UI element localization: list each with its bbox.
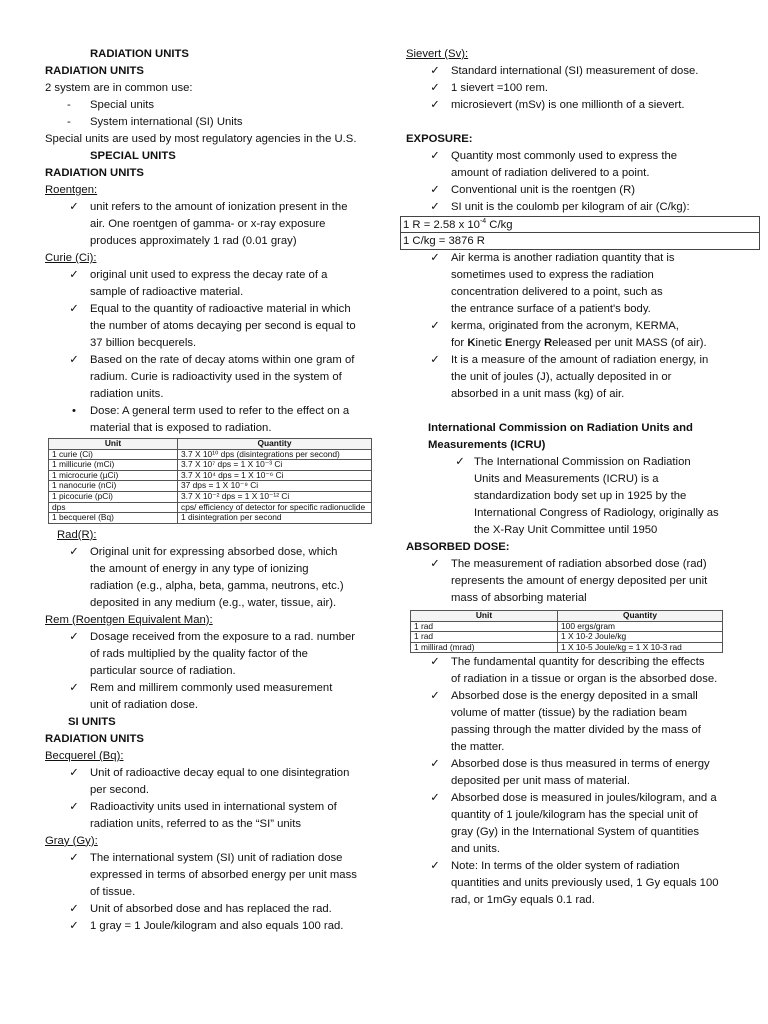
- check-icon: ✓: [69, 630, 79, 643]
- rem-item: ✓ Dosage received from the exposure to a rad. number of rads multiplied by the quality factor of the particular source of radiation.: [45, 629, 375, 680]
- roentgen-item: ✓ unit refers to the amount of ionization present in the air. One roentgen of gamma- or x-ray exposure produces approximately 1 rad (0.01 gray): [45, 199, 375, 250]
- exposure-item: ✓ It is a measure of the amount of radiation energy, in the unit of joules (J), actually deposited in or absorbed in a unit mass (kg) of air.: [406, 352, 768, 403]
- check-icon: ✓: [455, 456, 465, 468]
- dose-item: • Dose: A general term used to refer to the effect on a material that is exposed to radiation.: [45, 403, 375, 437]
- check-icon: ✓: [69, 851, 79, 864]
- check-icon: ✓: [430, 65, 440, 77]
- left-column: [45, 46, 375, 935]
- check-icon: ✓: [430, 792, 440, 805]
- exposure-title: EXPOSURE:: [406, 133, 473, 145]
- check-icon: ✓: [69, 902, 79, 915]
- exposure-item: ✓ Air kerma is another radiation quantity that is sometimes used to express the radiation concentration delivered to a point, such as the entrance surface of a patient's body.: [406, 250, 768, 318]
- sievert-item: ✓ 1 sievert =100 rem.: [406, 80, 768, 97]
- curie-item: ✓ Equal to the quantity of radioactive material in which the number of atoms decaying per second is equal to 37 billion becquerels.: [45, 301, 375, 352]
- right-column: [403, 46, 768, 909]
- check-icon: ✓: [430, 150, 440, 162]
- absorbed-dose-title: ABSORBED DOSE:: [406, 541, 510, 553]
- check-icon: ✓: [69, 545, 79, 558]
- table-header: Quantity: [178, 439, 372, 450]
- conversion-box: 1 R = 2.58 x $10^{-4}$ C/kg: [400, 216, 760, 233]
- absorbed-dose-table: [410, 610, 723, 653]
- heading-radiation-units: RADIATION UNITS: [90, 48, 189, 60]
- curie-item: ✓ Based on the rate of decay atoms within one gram of radium. Curie is radioactivity used in the system of radiation units.: [45, 352, 375, 403]
- heading-special-units: SPECIAL UNITS: [90, 150, 176, 162]
- absorbed-item: ✓ Absorbed dose is measured in joules/kilogram, and a quantity of 1 joule/kilogram has the special unit of gray (Gy) in the International System of quantities and units.: [406, 790, 768, 858]
- table-row: 1 nanocurie (nCi) 37 dps = 1 X 10⁻⁹ Ci: [49, 481, 372, 492]
- table-row: 1 rad 100 ergs/gram: [411, 621, 723, 632]
- heading-si-units: SI UNITS: [68, 715, 116, 728]
- check-icon: ✓: [430, 690, 440, 703]
- heading-radiation-units-4: RADIATION UNITS: [45, 732, 144, 745]
- icru-title: International Commission on Radiation Units and: [428, 422, 693, 434]
- check-icon: ✓: [69, 201, 79, 213]
- check-icon: ✓: [69, 303, 79, 315]
- system-item: - Special units: [45, 97, 375, 114]
- sievert-item: ✓ Standard international (SI) measurement of dose.: [406, 63, 768, 80]
- bullet-icon: •: [72, 405, 76, 417]
- special-note: Special units are used by most regulatory agencies in the U.S.: [45, 133, 357, 145]
- becquerel-item: ✓ Unit of radioactive decay equal to one disintegration per second.: [45, 765, 375, 799]
- check-icon: ✓: [430, 320, 440, 332]
- check-icon: ✓: [69, 766, 79, 779]
- kerma-item: ✓ kerma, originated from the acronym, KERMA, for Kinetic Energy Released per unit MASS (of air).: [406, 318, 768, 352]
- table-header: Unit: [411, 611, 558, 622]
- check-icon: ✓: [430, 252, 440, 264]
- table-row: 1 becquerel (Bq) 1 disintegration per second: [49, 513, 372, 524]
- roentgen-title: Roentgen:: [45, 184, 98, 196]
- rad-item: ✓ Original unit for expressing absorbed dose, which the amount of energy in any type of ionizing radiation (e.g., alpha, beta, gamma, neutrons, etc.) deposited in any medium (e.g., water, tissue, air).: [45, 544, 375, 612]
- exposure-item: ✓ Conventional unit is the roentgen (R): [406, 182, 768, 199]
- table-header-row: [411, 611, 723, 622]
- conversion-box: 1 C/kg = 3876 R: [400, 233, 760, 250]
- check-icon: ✓: [430, 656, 440, 669]
- check-icon: ✓: [69, 269, 79, 281]
- gray-title: Gray (Gy):: [45, 834, 98, 847]
- check-icon: ✓: [430, 758, 440, 771]
- sievert-item: ✓ microsievert (mSv) is one millionth of a sievert.: [406, 97, 768, 114]
- absorbed-item: ✓ Note: In terms of the older system of radiation quantities and units previously used, 1 Gy equals 100 rad, or 1mGy equals 0.1 rad.: [406, 858, 768, 909]
- heading-radiation-units-3: RADIATION UNITS: [45, 167, 144, 179]
- check-icon: ✓: [430, 184, 440, 196]
- absorbed-item: ✓ The measurement of radiation absorbed dose (rad) represents the amount of energy deposited per unit mass of absorbing material: [406, 556, 768, 607]
- rem-title: Rem (Roentgen Equivalent Man):: [45, 613, 213, 626]
- check-icon: ✓: [69, 681, 79, 694]
- check-icon: ✓: [430, 99, 440, 111]
- check-icon: ✓: [69, 800, 79, 813]
- exposure-item: ✓ Quantity most commonly used to express the amount of radiation delivered to a point.: [406, 148, 768, 182]
- table-row: 1 millicurie (mCi) 3.7 X 10⁷ dps = 1 X 10⁻³ Ci: [49, 460, 372, 471]
- check-icon: ✓: [430, 558, 440, 570]
- absorbed-item: ✓ The fundamental quantity for describing the effects of radiation in a tissue or organ is the absorbed dose.: [406, 654, 768, 688]
- dash-mark: -: [67, 99, 71, 111]
- curie-title: Curie (Ci):: [45, 252, 97, 264]
- intro-text: 2 system are in common use:: [45, 82, 193, 94]
- rad-title: Rad(R):: [57, 528, 97, 541]
- check-icon: ✓: [69, 354, 79, 366]
- table-row: 1 millirad (mrad) 1 X 10-5 Joule/kg = 1 X 10-3 rad: [411, 642, 723, 653]
- becquerel-item: ✓ Radioactivity units used in international system of radiation units, referred to as the “SI” units: [45, 799, 375, 833]
- check-icon: ✓: [430, 860, 440, 873]
- exposure-item: ✓ SI unit is the coulomb per kilogram of air (C/kg):: [406, 199, 768, 216]
- system-item: - System international (SI) Units: [45, 114, 375, 131]
- icru-item: ✓ The International Commission on Radiation Units and Measurements (ICRU) is a standardization body set up in 1925 by the International Congress of Radiology, originally as the X-Ray Unit Committee until 1950: [406, 454, 768, 539]
- gray-item: ✓ The international system (SI) unit of radiation dose expressed in terms of absorbed energy per unit mass of tissue.: [45, 850, 375, 901]
- heading-radiation-units-2: RADIATION UNITS: [45, 65, 144, 77]
- table-row: 1 microcurie (µCi) 3.7 X 10⁴ dps = 1 X 10⁻⁶ Ci: [49, 470, 372, 481]
- rem-item: ✓ Rem and millirem commonly used measurement unit of radiation dose.: [45, 680, 375, 714]
- table-header-row: [49, 439, 372, 450]
- table-row: 1 picocurie (pCi) 3.7 X 10⁻² dps = 1 X 10⁻¹² Ci: [49, 491, 372, 502]
- sievert-title: Sievert (Sv):: [406, 48, 469, 60]
- icru-title: Measurements (ICRU): [428, 439, 546, 451]
- absorbed-item: ✓ Absorbed dose is the energy deposited in a small volume of matter (tissue) by the radiation beam passing through the matter divided by the mass of the matter.: [406, 688, 768, 756]
- gray-item: ✓ 1 gray = 1 Joule/kilogram and also equals 100 rad.: [45, 918, 375, 935]
- table-header: Quantity: [558, 611, 723, 622]
- table-row: 1 curie (Ci) 3.7 X 10¹⁰ dps (disintegrations per second): [49, 449, 372, 460]
- table-row: dps cps/ efficiency of detector for specific radionuclide: [49, 502, 372, 513]
- curie-table: [48, 438, 372, 524]
- absorbed-item: ✓ Absorbed dose is thus measured in terms of energy deposited per unit mass of material.: [406, 756, 768, 790]
- check-icon: ✓: [69, 919, 79, 932]
- table-header: Unit: [49, 439, 178, 450]
- table-row: 1 rad 1 X 10-2 Joule/kg: [411, 632, 723, 643]
- check-icon: ✓: [430, 354, 440, 366]
- becquerel-title: Becquerel (Bq):: [45, 749, 124, 762]
- check-icon: ✓: [430, 201, 440, 213]
- curie-item: ✓ original unit used to express the decay rate of a sample of radioactive material.: [45, 267, 375, 301]
- check-icon: ✓: [430, 82, 440, 94]
- gray-item: ✓ Unit of absorbed dose and has replaced the rad.: [45, 901, 375, 918]
- dash-mark: -: [67, 116, 71, 128]
